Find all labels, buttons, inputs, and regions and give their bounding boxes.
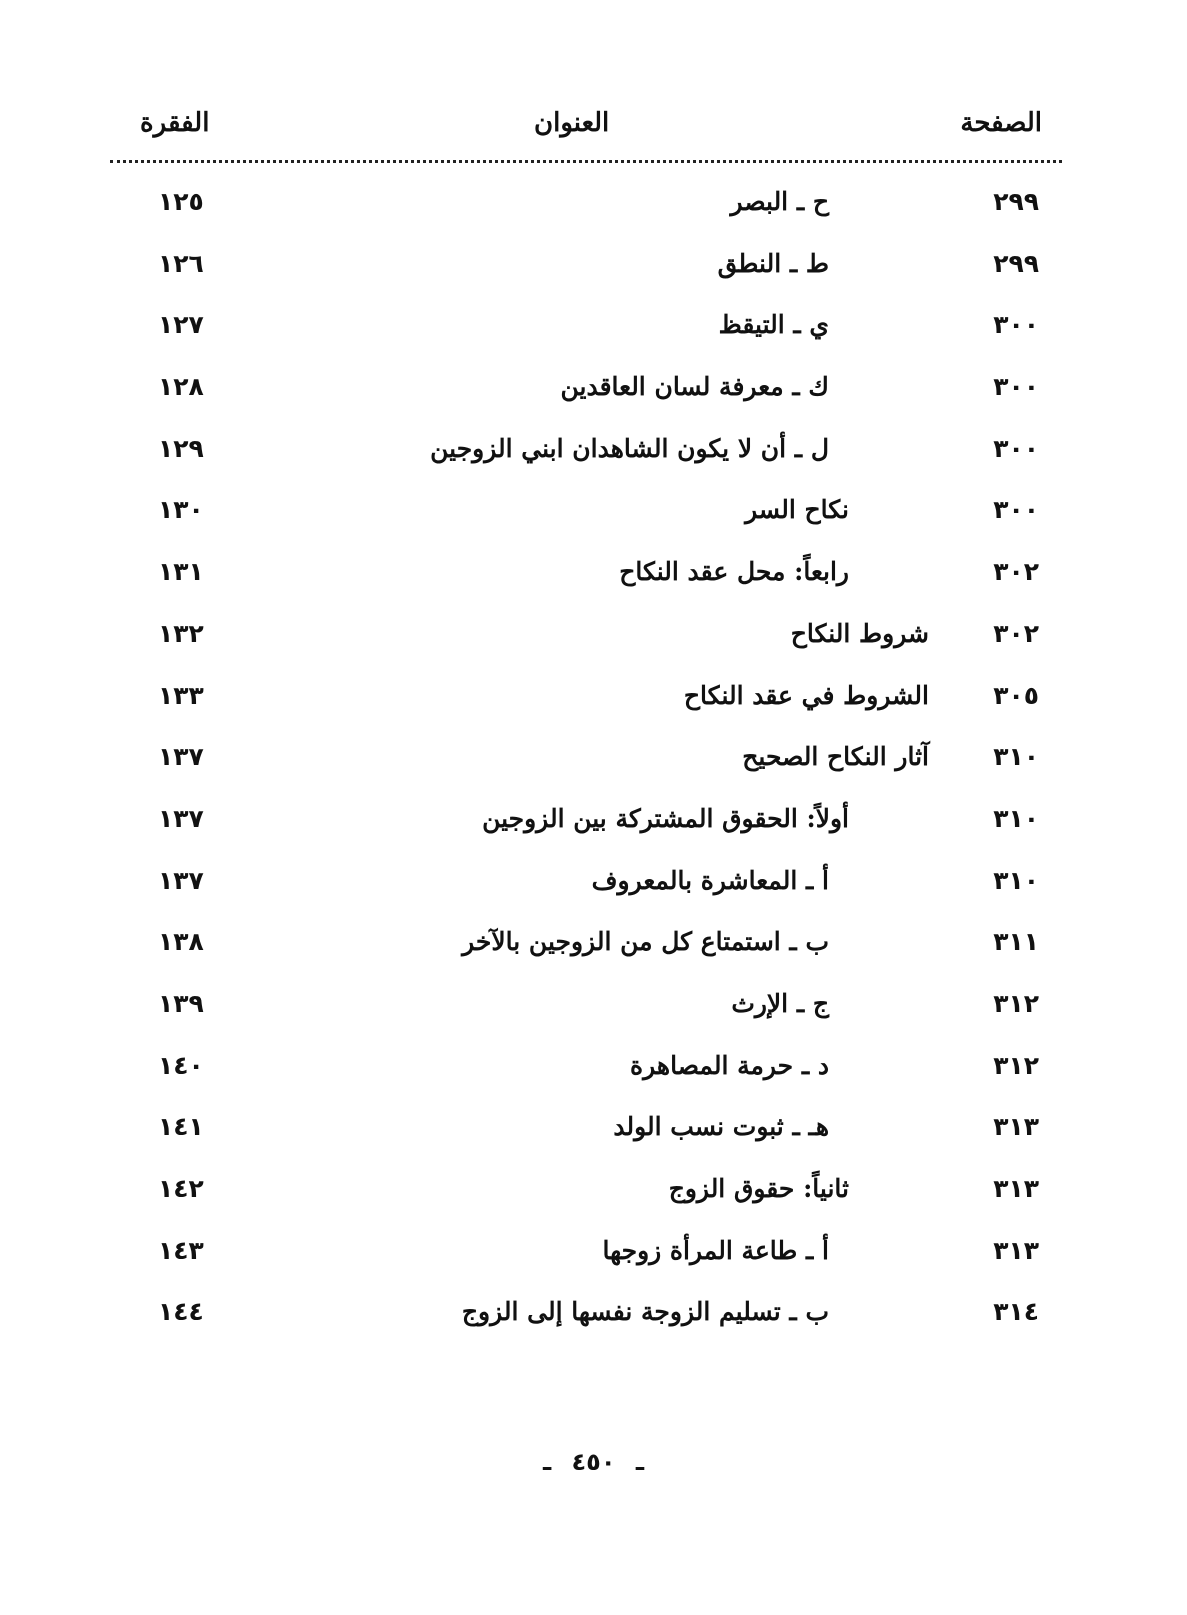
row-title: هـ ـ ثبوت نسب الولد [613,1112,829,1142]
index-table [0,184,1187,1356]
table-row [0,986,1187,1048]
row-title: ب ـ استمتاع كل من الزوجين بالآخر [462,927,829,957]
row-page-number: ٣٠٠ [993,433,1039,463]
row-paragraph-number: ١٤٣ [158,1235,204,1265]
row-title: ط ـ النطق [717,248,829,278]
table-row [0,924,1187,986]
table-row [0,369,1187,431]
row-title: ي ـ التيقظ [718,310,829,340]
row-page-number: ٣٠٢ [993,618,1039,648]
page-footer [0,1448,1187,1476]
row-title: رابعاً: محل عقد النكاح [619,557,849,587]
table-row [0,678,1187,740]
row-paragraph-number: ١٢٥ [158,187,204,216]
footer-dash-right: ـ [635,1448,645,1476]
footer-dash-left: ـ [542,1448,552,1476]
row-paragraph-number: ١٣١ [158,557,204,587]
row-page-number: ٣٠٥ [993,680,1039,710]
row-page-number: ٢٩٩ [993,248,1039,278]
row-title: ثانياً: حقوق الزوج [668,1174,849,1203]
row-title: آثار النكاح الصحيح [742,742,929,772]
table-row [0,616,1187,678]
row-paragraph-number: ١٢٧ [158,310,204,340]
column-header-page: الصفحة [960,108,1042,138]
row-title: ح ـ البصر [730,187,829,216]
table-row [0,1171,1187,1233]
row-title: الشروط في عقد النكاح [683,680,929,710]
table-row [0,246,1187,308]
row-page-number: ٣١٣ [993,1235,1039,1265]
row-paragraph-number: ١٣٧ [158,865,204,895]
row-page-number: ٣٠٠ [993,310,1039,340]
footer-page-number: ٤٥٠ [571,1448,616,1476]
row-page-number: ٣٠٢ [993,557,1039,587]
row-title: ل ـ أن لا يكون الشاهدان ابني الزوجين [430,433,829,463]
row-paragraph-number: ١٤٢ [158,1174,204,1203]
row-title: أ ـ المعاشرة بالمعروف [591,865,829,895]
row-paragraph-number: ١٤٠ [158,1050,204,1080]
row-paragraph-number: ١٣٣ [158,680,204,710]
row-paragraph-number: ١٣٠ [158,495,204,525]
row-title: ج ـ الإرث [731,988,829,1018]
row-paragraph-number: ١٣٨ [158,927,204,957]
row-title: أولاً: الحقوق المشتركة بين الزوجين [482,803,849,833]
table-row [0,184,1187,246]
row-page-number: ٢٩٩ [993,187,1039,216]
dotted-divider [110,160,1062,163]
row-title: شروط النكاح [790,618,929,648]
row-paragraph-number: ١٢٨ [158,372,204,402]
table-row [0,863,1187,925]
row-page-number: ٣١٠ [993,742,1039,772]
row-page-number: ٣١٠ [993,803,1039,833]
row-page-number: ٣٠٠ [993,495,1039,525]
row-paragraph-number: ١٢٦ [158,248,204,278]
table-row [0,739,1187,801]
row-title: ك ـ معرفة لسان العاقدين [560,372,829,402]
row-page-number: ٣١١ [993,927,1039,957]
row-page-number: ٣١٢ [993,1050,1039,1080]
table-row [0,307,1187,369]
row-title: ب ـ تسليم الزوجة نفسها إلى الزوج [461,1297,829,1327]
table-row [0,1294,1187,1356]
row-page-number: ٣١٣ [993,1174,1039,1203]
table-row [0,1233,1187,1295]
table-row [0,431,1187,493]
table-row [0,1109,1187,1171]
row-paragraph-number: ١٢٩ [158,433,204,463]
row-paragraph-number: ١٣٢ [158,618,204,648]
row-title: د ـ حرمة المصاهرة [630,1050,829,1080]
table-row [0,492,1187,554]
row-page-number: ٣١٠ [993,865,1039,895]
column-header-paragraph: الفقرة [140,108,210,138]
row-title: نكاح السر [745,495,849,525]
row-paragraph-number: ١٣٧ [158,803,204,833]
table-row [0,1048,1187,1110]
row-page-number: ٣١٢ [993,988,1039,1018]
column-header-title: العنوان [534,108,610,138]
row-page-number: ٣١٣ [993,1112,1039,1142]
row-title: أ ـ طاعة المرأة زوجها [602,1235,829,1265]
table-row [0,554,1187,616]
table-row [0,801,1187,863]
row-page-number: ٣٠٠ [993,372,1039,402]
row-paragraph-number: ١٤٤ [158,1297,204,1327]
row-page-number: ٣١٤ [993,1297,1039,1327]
row-paragraph-number: ١٤١ [158,1112,204,1142]
row-paragraph-number: ١٣٧ [158,742,204,772]
row-paragraph-number: ١٣٩ [158,988,204,1018]
